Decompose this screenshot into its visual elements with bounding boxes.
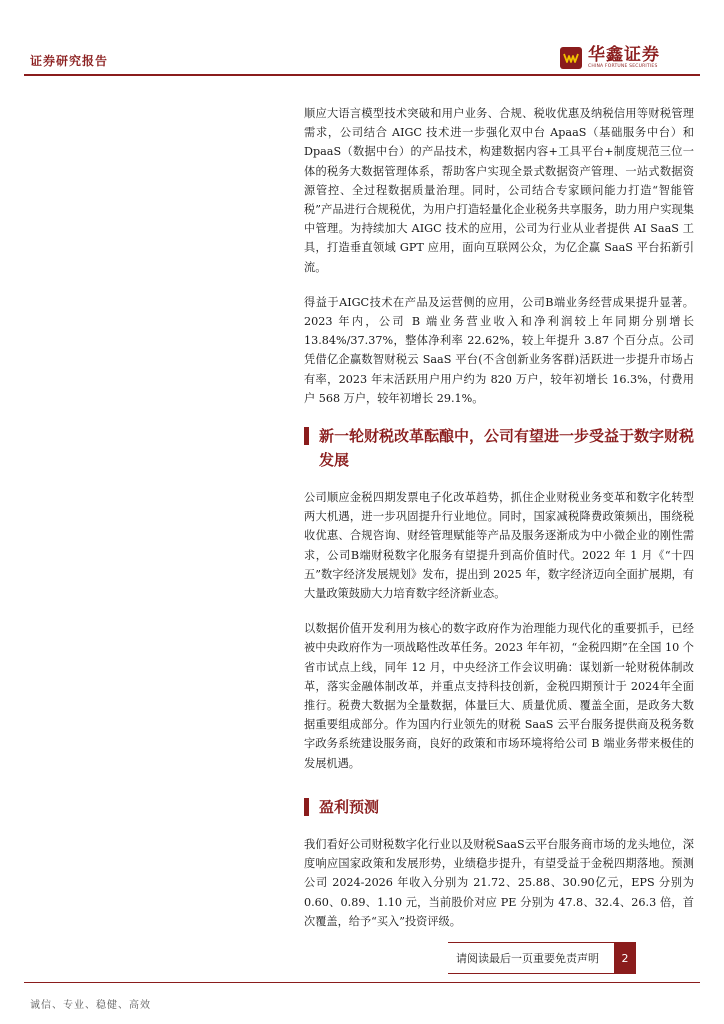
report-type-label: 证券研究报告 bbox=[30, 54, 109, 68]
logo-name-en: CHINA FORTUNE SECURITIES bbox=[588, 64, 658, 69]
section-heading-tax-reform bbox=[304, 424, 694, 472]
page-header bbox=[0, 0, 724, 82]
page-number: 2 bbox=[614, 943, 636, 973]
heading-marker bbox=[304, 427, 309, 445]
section-heading-text: 新一轮财税改革酝酿中，公司有望进一步受益于数字财税发展 bbox=[319, 427, 695, 470]
company-motto: 诚信、专业、稳健、高效 bbox=[30, 1000, 151, 1011]
logo-name-cn: 华鑫证券 bbox=[588, 45, 660, 65]
china-fortune-logo-icon bbox=[560, 47, 582, 69]
company-logo bbox=[560, 46, 660, 70]
section-heading-earnings-forecast bbox=[304, 795, 694, 819]
paragraph-digital-government: 以数据价值开发利用为核心的数字政府作为治理能力现代化的重要抓手，已经被中央政府作为一项战略性改革任务。2023 年年初，“金税四期”在全国 10 个省市试点上线，同年 12 月，中央经济工作会议明确：谋划新一轮财税体制改革，落实金融体制改革，并重点支持科技创新，金税四期预计于 2024年全面推行。税费大数据为全量数据，体量巨大、质量优质、覆盖全面，是政务大数据重要组成部分。作为国内行业领先的财税 SaaS 云平台服务提供商及税务数字政务系统建设服务商，良好的政策和市场环境将给公司 B 端业务带来极佳的发展机遇。 bbox=[304, 622, 694, 770]
section-heading-text: 盈利预测 bbox=[319, 797, 380, 816]
paragraph-golden-tax-trend: 公司顺应金税四期发票电子化改革趋势，抓住企业财税业务变革和数字化转型两大机遇，进一步巩固提升行业地位。同时，国家减税降费政策频出，围绕税收优惠、合规咨询、财经管理赋能等产品及服务逐渐成为中小微企业的刚性需求，公司B端财税数字化服务有望提升到高价值时代。2022 年 1 月《“十四五”数字经济发展规划》发布，提出到 2025 年，数字经济迈向全面扩展期，有大量政策鼓励大力培育数字经济新业态。 bbox=[304, 491, 694, 601]
paragraph-earnings-forecast: 我们看好公司财税数字化行业以及财税SaaS云平台服务商市场的龙头地位，深度响应国家政策和发展形势，业绩稳步提升，有望受益于金税四期落地。预测公司 2024-2026 年收入分别为 21.72、25.88、30.90亿元，EPS 分别为 0.60、0.89、1.10 元，当前股价对应 PE 分别为 47.8、32.4、26.3 倍，首次覆盖，给予“买入”投资评级。 bbox=[304, 837, 694, 928]
disclaimer-box bbox=[448, 942, 636, 974]
disclaimer-link[interactable]: 请阅读最后一页重要免责声明 bbox=[456, 952, 599, 965]
footer-divider bbox=[24, 982, 700, 983]
header-divider bbox=[24, 74, 700, 76]
paragraph-aigc-strategy: 顺应大语言模型技术突破和用户业务、合规、税收优惠及纳税信用等财税管理需求，公司结合 AIGC 技术进一步强化双中台 ApaaS（基础服务中台）和 DpaaS（数据中台）的产品技术，构建数据内容+工具平台+制度规范三位一体的税务大数据管理体系，帮助客户实现全景式数据资产管理、一站式数据资源管控、全过程数据质量治理。同时，公司结合专家顾问能力打造“智能管税”产品进行合规税优，为用户打造轻量化企业税务共享服务，助力用户实现集中管理。为持续加大 AIGC 技术的应用，公司为行业从业者提供 AI SaaS 工具，打造垂直领域 GPT 应用，面向互联网公众，为亿企赢 SaaS 平台拓新引流。 bbox=[304, 107, 694, 274]
paragraph-b-side-results: 得益于AIGC技术在产品及运营侧的应用，公司B端业务经营成果提升显著。2023 年内，公司 B 端业务营业收入和净利润较上年同期分别增长 13.84%/37.37%，整体净利率 22.62%，较上年提升 3.87 个百分点。公司凭借亿企赢数智财税云 SaaS 平台(不含创新业务客群)活跃进一步提升市场占有率，2023 年末活跃用户用户约为 820 万户，较年初增长 16.3%，付费用户 568 万户，较年初增长 29.1%。 bbox=[304, 295, 694, 405]
heading-marker bbox=[304, 798, 309, 816]
report-body bbox=[304, 104, 694, 947]
